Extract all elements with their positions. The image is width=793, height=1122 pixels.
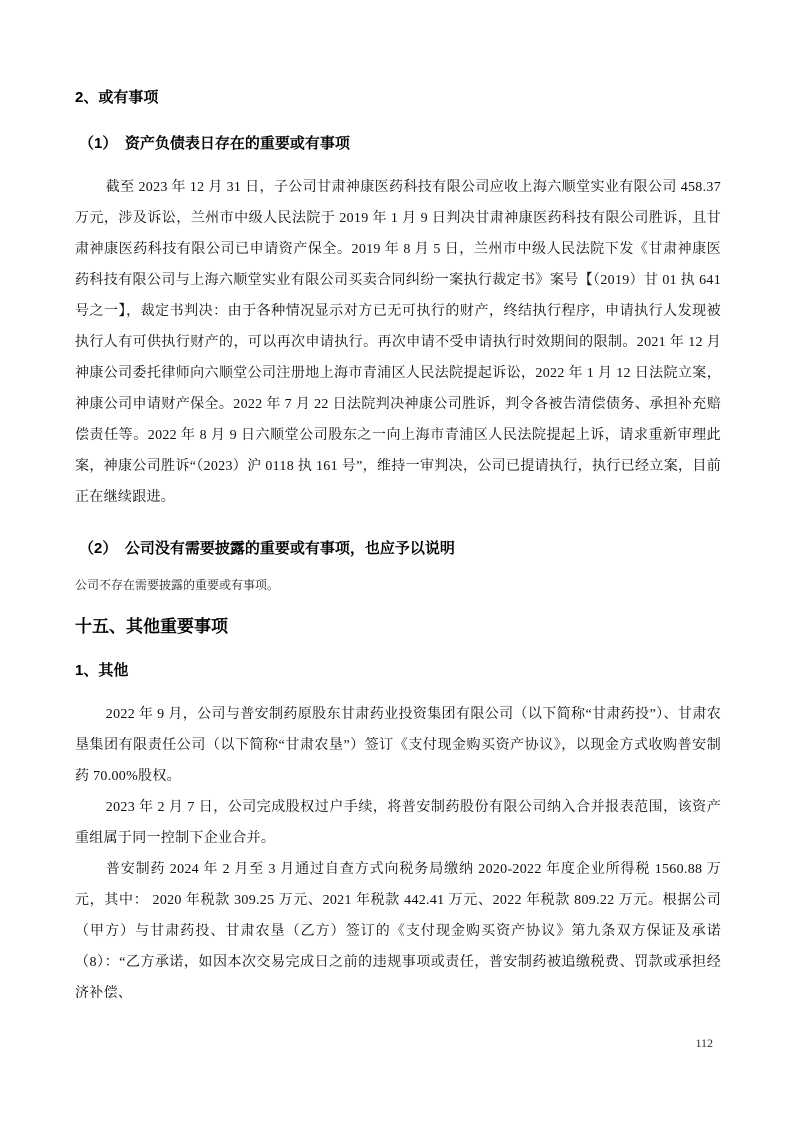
paragraph-acquisition-agreement: 2022 年 9 月，公司与普安制药原股东甘肃药业投资集团有限公司（以下简称“甘肃药投”）、甘肃农垦集团有限责任公司（以下简称“甘肃农垦”）签订《支付现金购买资产协议》，以现金方式收购普安制药 70.00%股权。: [75, 707, 721, 784]
paragraph-equity-transfer: 2023 年 2 月 7 日，公司完成股权过户手续，将普安制药股份有限公司纳入合并报表范围，该资产重组属于同一控制下企业合并。: [75, 800, 721, 846]
heading-chapter-15-other-important-matters: 十五、其他重要事项: [75, 617, 228, 636]
page-number: 112: [695, 1036, 713, 1050]
heading-other: 1、其他: [75, 662, 129, 679]
heading-no-disclosure-items: （2） 公司没有需要披露的重要或有事项，也应予以说明: [79, 540, 455, 557]
paragraph-tax-payment: 普安制药 2024 年 2 月至 3 月通过自查方式向税务局缴纳 2020-2022 年度企业所得税 1560.88 万元，其中： 2020 年税款 309.25 万元、2021 年税款 442.41 万元、2022 年税款 809.22 万元。根据公司（甲方）与甘肃药投、甘肃农垦（乙方）签订的《支付现金购买资产协议》第九条双方保证及承诺（8）：“乙方承诺，如因本次交易完成日之前的违规事项或责任，普安制药被追缴税费、罚款或承担经济补偿、: [75, 862, 721, 1001]
heading-contingency: 2、或有事项: [75, 89, 159, 106]
heading-balance-sheet-contingencies: （1） 资产负债表日存在的重要或有事项: [79, 135, 350, 152]
paragraph-no-disclosure: 公司不存在需要披露的重要或有事项。: [75, 578, 280, 592]
page-content: [75, 88, 721, 1009]
paragraph-litigation: 截至 2023 年 12 月 31 日，子公司甘肃神康医药科技有限公司应收上海六顺堂实业有限公司 458.37 万元，涉及诉讼，兰州市中级人民法院于 2019 年 1 月 9 日判决甘肃神康医药科技有限公司胜诉，且甘肃神康医药科技有限公司已申请资产保全。2019 年 8 月 5 日，兰州市中级人民法院下发《甘肃神康医药科技有限公司与上海六顺堂实业有限公司买卖合同纠纷一案执行裁定书》案号【（2019）甘 01 执 641 号之一】，裁定书判决：由于各种情况显示对方已无可执行的财产，终结执行程序，申请执行人发现被执行人有可供执行财产的，可以再次申请执行。再次申请不受申请执行时效期间的限制。2021 年 12 月神康公司委托律师向六顺堂公司注册地上海市青浦区人民法院提起诉讼，2022 年 1 月 12 日法院立案，神康公司申请财产保全。2022 年 7 月 22 日法院判决神康公司胜诉，判令各被告清偿债务、承担补充赔偿责任等。2022 年 8 月 9 日六顺堂公司股东之一向上海市青浦区人民法院提起上诉，请求重新审理此案，神康公司胜诉“（2023）沪 0118 执 161 号”，维持一审判决，公司已提请执行，执行已经立案，目前正在继续跟进。: [75, 180, 721, 505]
